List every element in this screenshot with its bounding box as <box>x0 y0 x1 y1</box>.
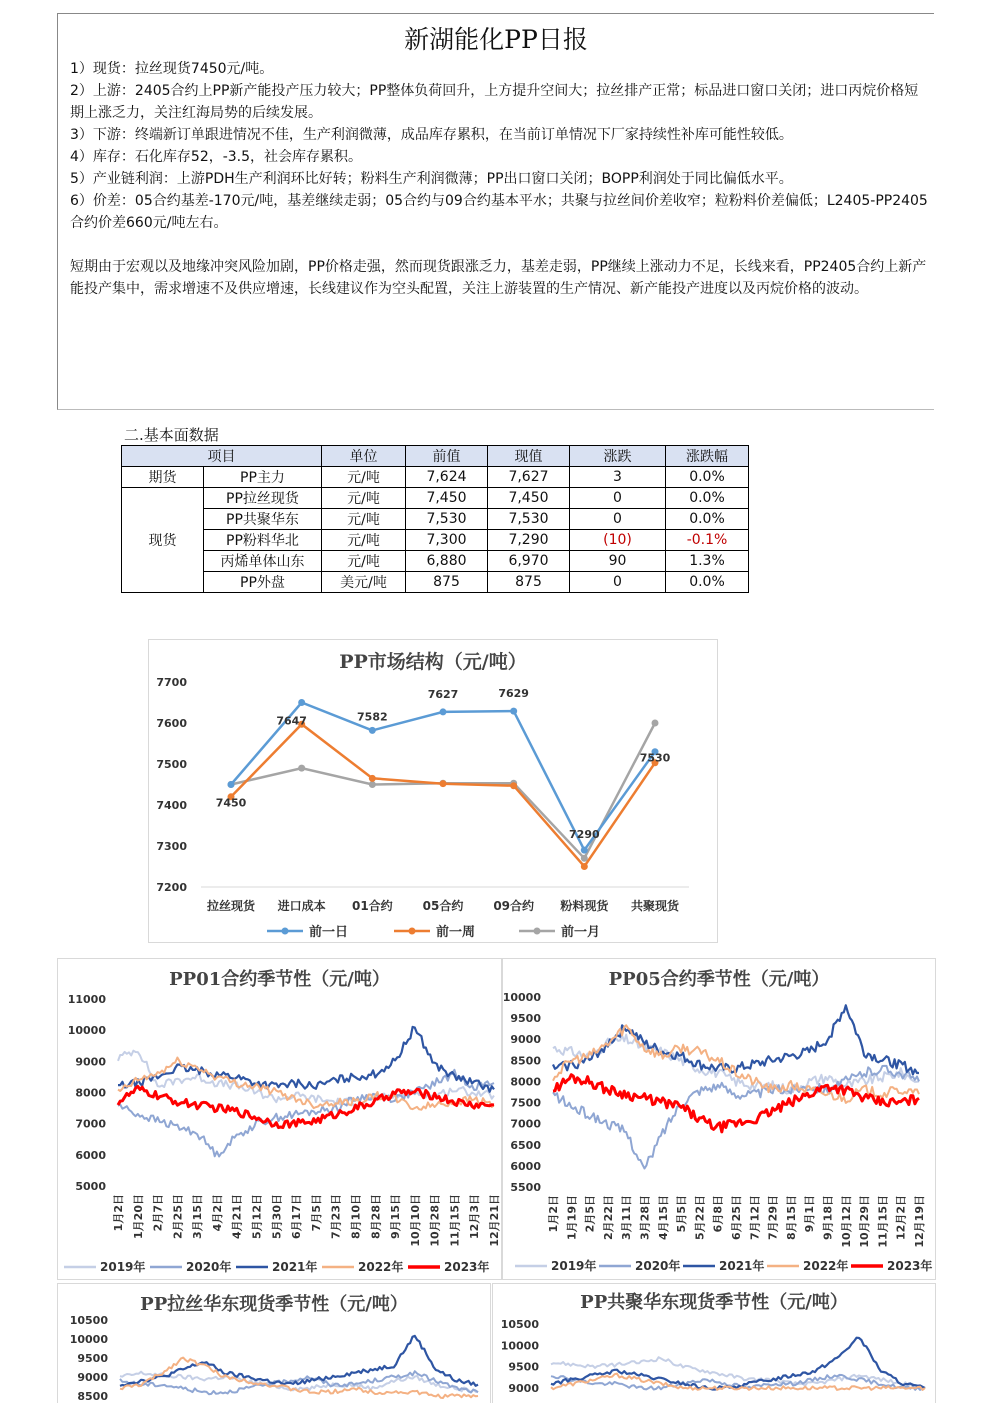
cell-curr: 7,290 <box>488 530 570 551</box>
report-line-downstream: 3）下游：终端新订单跟进情况不佳，生产利润微薄，成品库存累积，在当前订单情况下厂家持续性补库可能性较低。 <box>70 127 793 143</box>
chart-title: PP01合约季节性（元/吨） <box>169 969 390 990</box>
cell-change: 3 <box>570 467 666 488</box>
x-tick-label: 粉料现货 <box>560 899 609 913</box>
x-tick-label: 1月19日 <box>565 1195 579 1240</box>
x-tick-label: 11月15日 <box>448 1194 462 1247</box>
cell-curr: 7,627 <box>488 467 570 488</box>
chart-title: PP05合约季节性（元/吨） <box>608 969 830 990</box>
legend-label: 2021年 <box>719 1259 765 1273</box>
cell-prev: 6,880 <box>406 551 488 572</box>
table-row <box>122 467 749 488</box>
report-line-inventory: 4）库存：石化库存52，-3.5，社会库存累积。 <box>70 149 363 165</box>
cell-change: 90 <box>570 551 666 572</box>
y-tick-label: 6000 <box>510 1159 541 1173</box>
x-tick-label: 01合约 <box>351 899 393 913</box>
header-curr: 现值 <box>488 446 570 467</box>
x-tick-label: 8月15日 <box>784 1195 798 1240</box>
x-tick-label: 7月12日 <box>748 1195 762 1240</box>
cell-item: PP共聚华东 <box>204 509 322 530</box>
cell-unit: 元/吨 <box>322 530 406 551</box>
x-tick-label: 1月20日 <box>131 1194 145 1239</box>
legend-label: 2019年 <box>551 1259 597 1273</box>
x-tick-label: 12月2日 <box>894 1195 908 1240</box>
header-item: 项目 <box>122 446 322 467</box>
table-header-row <box>122 446 749 467</box>
chart-title: PP拉丝华东现货季节性（元/吨） <box>140 1294 408 1315</box>
y-tick-label: 7200 <box>156 881 187 894</box>
x-tick-label: 3月11日 <box>620 1195 634 1240</box>
data-label: 7450 <box>215 796 247 810</box>
cell-unit: 元/吨 <box>322 488 406 509</box>
y-tick-label: 7400 <box>156 799 187 812</box>
x-tick-label: 4月2日 <box>210 1194 224 1232</box>
y-tick-label: 11000 <box>67 993 106 1006</box>
data-point <box>440 780 447 787</box>
header-change-pct: 涨跌幅 <box>666 446 749 467</box>
data-point <box>369 781 376 788</box>
cell-change-pct: 1.3% <box>666 551 749 572</box>
data-label: 7530 <box>639 751 671 765</box>
data-point <box>228 781 235 788</box>
x-tick-label: 10月10日 <box>408 1194 422 1247</box>
cell-prev: 875 <box>406 572 488 593</box>
x-tick-label: 7月29日 <box>766 1195 780 1240</box>
y-tick-label: 10500 <box>500 1318 539 1331</box>
x-tick-label: 5月12日 <box>250 1194 264 1239</box>
x-tick-label: 5月5日 <box>675 1195 689 1233</box>
data-point <box>652 720 659 727</box>
legend-label: 前一月 <box>561 925 601 940</box>
data-point <box>510 782 517 789</box>
header-unit: 单位 <box>322 446 406 467</box>
table-row <box>122 488 749 509</box>
y-tick-label: 8500 <box>77 1390 108 1403</box>
report-line-upstream: 2）上游：2405合约上PP新产能投产压力较大；PP整体负荷回升，上方提升空间大；拉丝排产正常；标品进口窗口关闭；进口丙烷价格短期上涨乏力，关注红海局势的后续发展。 <box>70 83 919 121</box>
x-tick-label: 12月3日 <box>468 1194 482 1239</box>
x-tick-label: 5月22日 <box>693 1195 707 1240</box>
chart-drawing-spot-seasonal <box>57 1283 491 1403</box>
legend-label: 2022年 <box>358 1260 404 1274</box>
y-tick-label: 10000 <box>500 1339 539 1353</box>
cell-change: 0 <box>570 572 666 593</box>
x-tick-label: 9月15日 <box>389 1194 403 1239</box>
cell-change: (10) <box>570 530 666 551</box>
table-row <box>122 551 749 572</box>
cell-change-pct: -0.1% <box>666 530 749 551</box>
cell-change-pct: 0.0% <box>666 572 749 593</box>
data-label: 7627 <box>427 687 459 701</box>
chart-pp05-seasonal <box>502 958 936 1280</box>
chart-copolymer-spot-seasonal <box>492 1283 936 1403</box>
data-label: 7290 <box>569 828 600 842</box>
y-tick-label: 6000 <box>75 1148 106 1162</box>
report-summary: 短期由于宏观以及地缘冲突风险加剧，PP价格走强，然而现货跟涨乏力，基差走弱，PP继续上涨动力不足，长线来看，PP2405合约上新产能投产集中，需求增速不及供应增速，长线建议作为空头配置，关注上游装置的生产情况、新产能投产进度以及丙烷价格的波动。 <box>70 259 927 297</box>
cell-change-pct: 0.0% <box>666 488 749 509</box>
cell-item: PP外盘 <box>204 572 322 593</box>
chart-copolymer-spot-seasonal-svg <box>493 1284 935 1403</box>
chart-pp01-seasonal-svg <box>58 959 501 1279</box>
x-tick-label: 1月2日 <box>112 1194 125 1232</box>
y-tick-label: 8500 <box>510 1054 541 1068</box>
chart-title: PP市场结构（元/吨） <box>339 651 527 673</box>
x-tick-label: 拉丝现货 <box>206 899 256 913</box>
y-tick-label: 10000 <box>69 1333 108 1346</box>
data-point <box>581 863 588 870</box>
x-tick-label: 4月15日 <box>656 1195 670 1240</box>
report-line-spot: 1）现货：拉丝现货7450元/吨。 <box>70 61 274 77</box>
x-tick-label: 10月29日 <box>858 1195 872 1248</box>
x-tick-label: 8月10日 <box>349 1194 363 1239</box>
legend-marker <box>409 928 416 935</box>
y-tick-label: 8000 <box>510 1075 541 1089</box>
legend-marker <box>282 928 289 935</box>
x-tick-label: 2月7日 <box>151 1194 165 1232</box>
cell-unit: 美元/吨 <box>322 572 406 593</box>
y-tick-label: 9500 <box>508 1360 539 1374</box>
x-tick-label: 6月17日 <box>290 1194 304 1239</box>
x-tick-label: 进口成本 <box>277 899 326 913</box>
x-tick-label: 2月22日 <box>601 1195 615 1240</box>
data-point <box>440 708 447 715</box>
x-tick-label: 12月19日 <box>913 1195 926 1248</box>
chart-drawing-spot-seasonal-svg <box>58 1284 490 1403</box>
series-line-2021年 <box>551 1338 925 1390</box>
x-tick-label: 11月15日 <box>876 1195 890 1248</box>
cell-change: 0 <box>570 509 666 530</box>
fundamentals-table <box>121 445 749 593</box>
legend-label: 2022年 <box>803 1259 849 1273</box>
cell-unit: 元/吨 <box>322 509 406 530</box>
cell-prev: 7,530 <box>406 509 488 530</box>
legend-label: 2023年 <box>444 1260 490 1274</box>
y-tick-label: 7000 <box>75 1117 106 1131</box>
report-body <box>70 58 930 300</box>
y-tick-label: 7500 <box>510 1096 541 1110</box>
data-point <box>298 699 305 706</box>
chart-title: PP共聚华东现货季节性（元/吨） <box>580 1292 848 1313</box>
report-line-profit: 5）产业链利润：上游PDH生产利润环比好转；粉料生产利润微薄；PP出口窗口关闭；BOPP利润处于同比偏低水平。 <box>70 171 793 187</box>
group-futures: 期货 <box>122 467 204 488</box>
cell-item: 丙烯单体山东 <box>204 551 322 572</box>
cell-item: PP主力 <box>204 467 322 488</box>
y-tick-label: 10000 <box>67 1024 106 1038</box>
cell-change-pct: 0.0% <box>666 467 749 488</box>
report-title: 新湖能化PP日报 <box>404 25 588 54</box>
y-tick-label: 9000 <box>508 1382 539 1395</box>
y-tick-label: 10500 <box>69 1314 108 1327</box>
cell-item: PP拉丝现货 <box>204 488 322 509</box>
x-tick-label: 3月28日 <box>638 1195 652 1240</box>
y-tick-label: 9000 <box>75 1055 106 1069</box>
report-line-spread: 6）价差：05合约基差-170元/吨，基差继续走弱；05合约与09合约基本平水；共聚与拉丝间价差收窄；粒粉料价差偏低；L2405-PP2405合约价差660元/吨左右。 <box>70 193 928 231</box>
data-label: 7647 <box>276 714 307 728</box>
data-point <box>369 775 376 782</box>
series-line-2023年 <box>118 1086 494 1127</box>
x-tick-label: 8月28日 <box>369 1194 383 1239</box>
y-tick-label: 7300 <box>156 840 187 853</box>
cell-change-pct: 0.0% <box>666 509 749 530</box>
cell-unit: 元/吨 <box>322 467 406 488</box>
x-tick-label: 10月12日 <box>839 1195 853 1248</box>
data-point <box>298 765 305 772</box>
x-tick-label: 2月5日 <box>583 1195 597 1233</box>
section-title-fundamentals: 二.基本面数据 <box>124 426 219 444</box>
legend-label: 2023年 <box>887 1259 933 1273</box>
cell-prev: 7,624 <box>406 467 488 488</box>
x-tick-label: 5月30日 <box>270 1194 284 1239</box>
legend-label: 2021年 <box>272 1260 318 1274</box>
x-tick-label: 3月15日 <box>191 1194 205 1239</box>
x-tick-label: 12月21日 <box>488 1194 501 1247</box>
legend-label: 2020年 <box>186 1260 232 1274</box>
y-tick-label: 7600 <box>156 717 187 730</box>
x-tick-label: 9月18日 <box>821 1195 835 1240</box>
y-tick-label: 9000 <box>77 1371 108 1384</box>
chart-pp05-seasonal-svg <box>503 959 935 1279</box>
report-box <box>57 13 934 410</box>
legend-label: 前一日 <box>309 925 349 940</box>
table-row <box>122 530 749 551</box>
y-tick-label: 5500 <box>510 1181 541 1194</box>
x-tick-label: 09合约 <box>493 899 535 913</box>
y-tick-label: 9000 <box>510 1033 541 1047</box>
cell-prev: 7,450 <box>406 488 488 509</box>
data-label: 7629 <box>498 687 529 701</box>
y-tick-label: 5000 <box>75 1180 106 1193</box>
x-tick-label: 10月28日 <box>428 1194 442 1247</box>
header-prev: 前值 <box>406 446 488 467</box>
x-tick-label: 05合约 <box>422 899 464 913</box>
x-tick-label: 2月25日 <box>171 1194 185 1239</box>
cell-change: 0 <box>570 488 666 509</box>
chart-market-structure <box>148 639 718 943</box>
chart-pp01-seasonal <box>57 958 502 1280</box>
x-tick-label: 4月21日 <box>230 1194 244 1239</box>
x-tick-label: 7月5日 <box>309 1194 323 1232</box>
cell-item: PP粉料华北 <box>204 530 322 551</box>
data-point <box>369 727 376 734</box>
cell-curr: 7,450 <box>488 488 570 509</box>
chart-market-structure-svg <box>149 640 717 942</box>
legend-label: 前一周 <box>436 925 476 940</box>
cell-curr: 7,530 <box>488 509 570 530</box>
cell-prev: 7,300 <box>406 530 488 551</box>
x-tick-label: 共聚现货 <box>630 899 680 913</box>
y-tick-label: 7700 <box>156 676 187 689</box>
x-tick-label: 1月2日 <box>547 1195 560 1233</box>
group-spot: 现货 <box>122 488 204 593</box>
legend-label: 2020年 <box>635 1259 681 1273</box>
table-row <box>122 572 749 593</box>
cell-unit: 元/吨 <box>322 551 406 572</box>
table-row <box>122 509 749 530</box>
y-tick-label: 9500 <box>510 1012 541 1026</box>
y-tick-label: 7000 <box>510 1117 541 1131</box>
y-tick-label: 7500 <box>156 758 187 771</box>
data-point <box>581 847 588 854</box>
x-tick-label: 9月1日 <box>803 1195 817 1233</box>
header-change: 涨跌 <box>570 446 666 467</box>
x-tick-label: 6月8日 <box>711 1195 725 1233</box>
cell-curr: 875 <box>488 572 570 593</box>
x-tick-label: 7月23日 <box>329 1194 343 1239</box>
data-label: 7582 <box>357 710 388 724</box>
cell-curr: 6,970 <box>488 551 570 572</box>
y-tick-label: 10000 <box>503 991 541 1004</box>
x-tick-label: 6月25日 <box>730 1195 743 1240</box>
legend-marker <box>534 928 541 935</box>
y-tick-label: 6500 <box>510 1138 541 1152</box>
data-point <box>510 708 517 715</box>
legend-label: 2019年 <box>100 1260 146 1274</box>
y-tick-label: 8000 <box>75 1086 106 1100</box>
y-tick-label: 9500 <box>77 1352 108 1365</box>
